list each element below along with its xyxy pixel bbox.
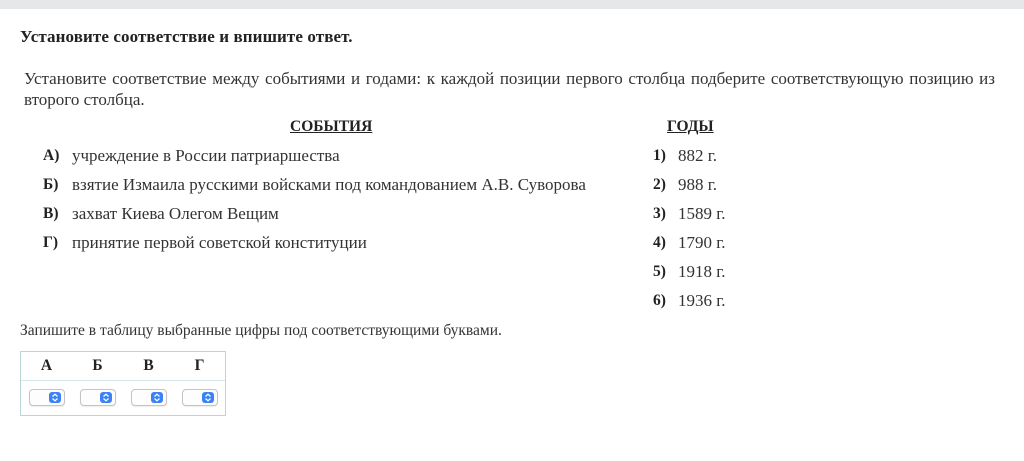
event-marker: А) xyxy=(43,147,60,164)
answer-letter: А xyxy=(40,357,53,374)
year-marker: 1) xyxy=(653,147,666,164)
year-marker: 4) xyxy=(653,234,666,251)
answer-table xyxy=(20,351,226,416)
event-marker: В) xyxy=(43,205,59,222)
year-text: 988 г. xyxy=(678,175,718,194)
answer-letter: Г xyxy=(194,357,205,374)
year-text: 1918 г. xyxy=(678,262,726,281)
event-text: захват Киева Олегом Вещим xyxy=(72,204,279,223)
year-text: 1589 г. xyxy=(678,204,726,223)
year-text: 882 г. xyxy=(678,146,718,165)
year-marker: 6) xyxy=(653,292,666,309)
year-marker: 5) xyxy=(653,263,666,280)
years-column-header: ГОДЫ xyxy=(667,118,714,135)
answer-column-b xyxy=(72,352,123,415)
answer-column-v xyxy=(123,352,174,415)
answer-select-g[interactable] xyxy=(182,389,218,406)
chevron-up-down-icon xyxy=(49,392,61,403)
year-marker: 3) xyxy=(653,205,666,222)
task-heading: Установите соответствие и впишите ответ. xyxy=(20,27,353,46)
events-column-header: СОБЫТИЯ xyxy=(290,118,373,135)
answer-column-g xyxy=(174,352,225,415)
answer-select-b[interactable] xyxy=(80,389,116,406)
year-marker: 2) xyxy=(653,176,666,193)
year-text: 1790 г. xyxy=(678,233,726,252)
answer-select-a[interactable] xyxy=(29,389,65,406)
answer-letter: В xyxy=(143,357,154,374)
answer-letter: Б xyxy=(92,357,103,374)
chevron-up-down-icon xyxy=(151,392,163,403)
answer-column-a xyxy=(21,352,72,415)
event-text: учреждение в России патриаршества xyxy=(72,146,340,165)
question-text: Установите соответствие между событиями и годами: к каждой позиции первого столбца подберите соответствующую позицию из второго столбца. xyxy=(24,69,995,109)
event-text: взятие Измаила русскими войсками под командованием А.В. Суворова xyxy=(72,175,586,194)
chevron-up-down-icon xyxy=(100,392,112,403)
event-marker: Б) xyxy=(43,176,59,193)
event-text: принятие первой советской конституции xyxy=(72,233,367,252)
top-strip xyxy=(0,0,1024,9)
chevron-up-down-icon xyxy=(202,392,214,403)
year-text: 1936 г. xyxy=(678,291,726,310)
answer-instruction: Запишите в таблицу выбранные цифры под соответствующими буквами. xyxy=(20,322,502,339)
event-marker: Г) xyxy=(43,234,59,251)
answer-select-v[interactable] xyxy=(131,389,167,406)
